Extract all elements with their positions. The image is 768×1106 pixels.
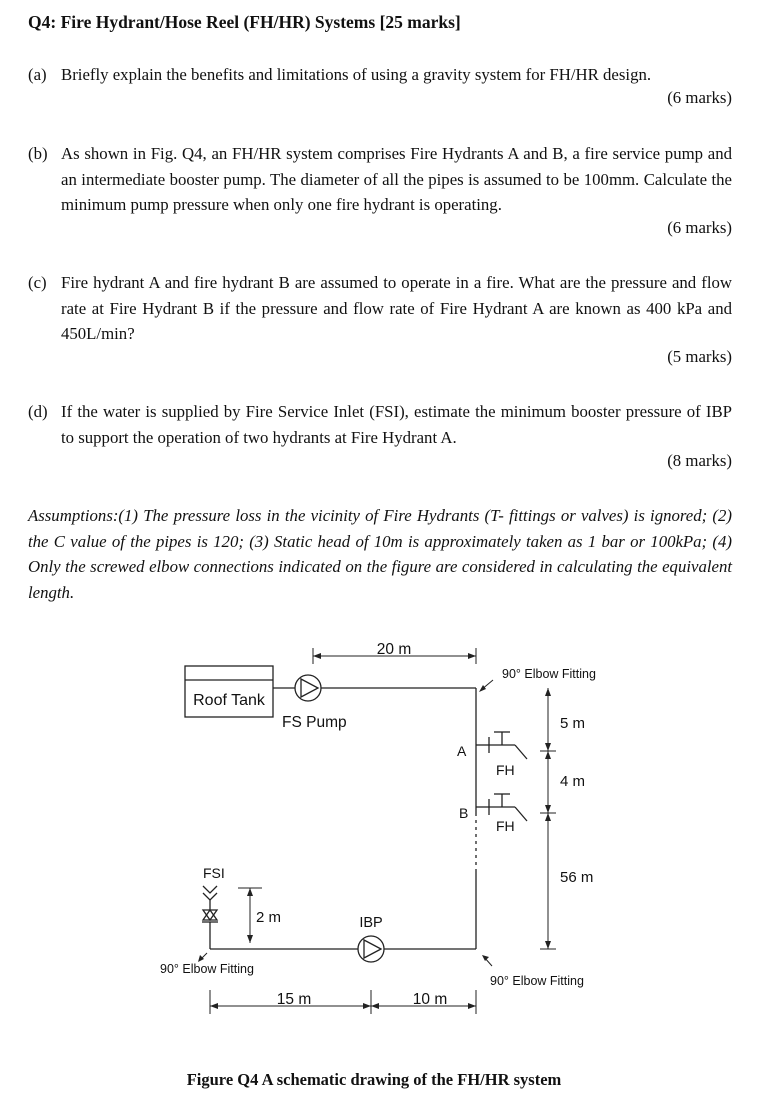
- hydrant-b-label: B: [459, 805, 469, 821]
- hydrant-a-fh-label: FH: [496, 762, 515, 778]
- dim-56m-label: 56 m: [560, 869, 594, 886]
- question-a-marks: (6 marks): [667, 88, 732, 107]
- question-c-label: (c): [28, 273, 47, 292]
- elbow-left-arrowhead: [198, 955, 204, 962]
- hydrant-a-hose: [515, 745, 527, 759]
- elbow-top-arrowhead: [479, 685, 486, 692]
- fs-pump-arrow: [301, 679, 318, 697]
- hydrant-a-label: A: [457, 743, 467, 759]
- dim-20m-label: 20 m: [376, 641, 412, 658]
- dim-10m-label: 10 m: [412, 991, 448, 1008]
- question-title: Q4: Fire Hydrant/Hose Reel (FH/HR) Systems [25 marks]: [28, 12, 461, 32]
- fsi-inlet-left: [203, 893, 217, 900]
- question-a-text: Briefly explain the benefits and limitations of using a gravity system for FH/HR design.: [61, 65, 652, 84]
- dim-10m-arrow-left: [371, 1003, 379, 1009]
- elbow-top-label: 90° Elbow Fitting: [502, 667, 596, 681]
- dim-2m-arrow-top: [247, 888, 253, 896]
- elbow-right-arrowhead: [482, 955, 489, 961]
- figure-caption: Figure Q4 A schematic drawing of the FH/HR system: [186, 1070, 562, 1089]
- dim-arrow-a-up: [545, 743, 551, 751]
- question-a-label: (a): [28, 65, 47, 84]
- dim-arrow-bottom: [545, 941, 551, 949]
- dim-2m-arrow-bottom: [247, 935, 253, 943]
- question-d-marks: (8 marks): [667, 451, 732, 470]
- roof-tank-label: Roof Tank: [193, 692, 265, 709]
- hydrant-b-fh-label: FH: [496, 818, 515, 834]
- ibp-label: IBP: [359, 915, 383, 931]
- question-b-marks: (6 marks): [667, 218, 732, 237]
- question-b-label: (b): [28, 144, 48, 163]
- elbow-left-label: 90° Elbow Fitting: [160, 962, 254, 976]
- dim-20m-arrow-left: [313, 653, 321, 659]
- fsi-inlet-right: [203, 886, 217, 893]
- elbow-right-label: 90° Elbow Fitting: [490, 974, 584, 988]
- dim-4m-label: 4 m: [560, 773, 586, 790]
- assumptions: Assumptions:(1) The pressure loss in the vicinity of Fire Hydrants (T- fittings or valves) is ignored; (2) the C value of the pipes is 120; (3) Static head of 10m is approximately taken as 1 bar or 100kPa; (4) Only the screwed elbow connections indicated on the figure are considered in calculating the equivalent length.: [28, 506, 732, 602]
- ibp-arrow: [364, 940, 381, 958]
- question-d-text: If the water is supplied by Fire Service Inlet (FSI), estimate the minimum booster pressure of IBP to support the operation of two hydrants at Fire Hydrant A.: [61, 402, 732, 447]
- dim-arrow-b-up: [545, 805, 551, 813]
- question-b-text: As shown in Fig. Q4, an FH/HR system comprises Fire Hydrants A and B, a fire service pump and an intermediate booster pump. The diameter of all the pipes is assumed to be 100mm. Calculate the minimum pump pressure when only one fire hydrant is operating.: [61, 144, 732, 214]
- dim-15m-arrow-left: [210, 1003, 218, 1009]
- dim-15m-label: 15 m: [276, 991, 312, 1008]
- fs-pump-label: FS Pump: [282, 714, 347, 731]
- dim-2m-label: 2 m: [256, 909, 282, 926]
- dim-arrow-a-down: [545, 751, 551, 759]
- dim-5m-label: 5 m: [560, 715, 586, 732]
- dim-10m-arrow-right: [468, 1003, 476, 1009]
- fsi-valve-lower: [203, 910, 217, 920]
- dim-arrow-b-down: [545, 813, 551, 821]
- question-c-text: Fire hydrant A and fire hydrant B are assumed to operate in a fire. What are the pressure and flow rate at Fire Hydrant B if the pressure and flow rate of Fire Hydrant A are known as 400 kPa and 450L/min?: [61, 273, 732, 343]
- hydrant-b-hose: [515, 807, 527, 821]
- dim-arrow-top: [545, 688, 551, 696]
- dim-20m-arrow-right: [468, 653, 476, 659]
- dim-15m-arrow-right: [363, 1003, 371, 1009]
- question-c-marks: (5 marks): [667, 347, 732, 366]
- fsi-valve-lower-b: [203, 910, 217, 920]
- fsi-label: FSI: [203, 865, 225, 881]
- question-d-label: (d): [28, 402, 48, 421]
